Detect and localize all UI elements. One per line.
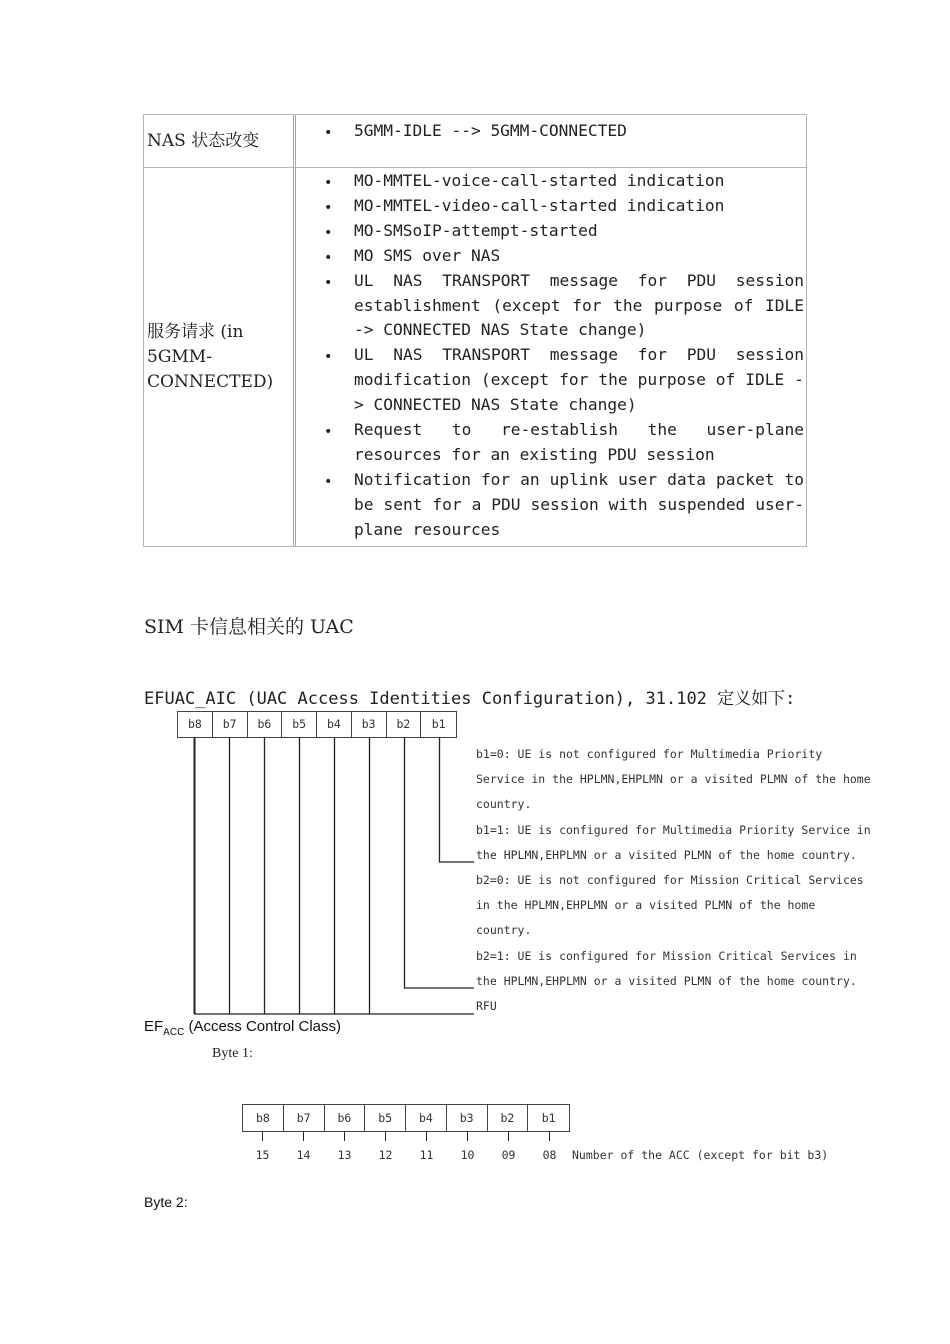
note-line: b2=0: UE is not configured for Mission Critical Services [476,873,864,888]
note-line: b1=1: UE is configured for Multimedia Priority Service in [476,822,871,837]
bit-cell: b4 [406,1105,447,1131]
list-item: • UL NAS TRANSPORT message for PDU session establishment (except for the purpose of IDLE -> CONNECTED NAS State change) [296,269,804,344]
bit-cell: b7 [213,712,248,737]
acc-number-row [242,1148,828,1162]
ef-uac-heading: EFUAC_AIC (UAC Access Identities Configuration), 31.102 定义如下: [144,689,796,709]
bit-cell: b3 [447,1105,488,1131]
acc-number: 14 [296,1148,311,1162]
ef-rest: (Access Control Class) [184,1018,341,1035]
note-line: RFU [476,999,497,1014]
acc-number: 15 [255,1148,270,1162]
bit-cell: b4 [317,712,352,737]
bit-cell: b3 [352,712,387,737]
bit-cell: b1 [541,1111,556,1125]
bit-cell: b6 [325,1105,366,1131]
list-item: • MO-SMSoIP-attempt-started [296,219,804,244]
list-item: • MO-MMTEL-voice-call-started indication [296,169,804,194]
list-item: • Request to re-establish the user-plane resources for an existing PDU session [296,418,804,468]
acc-note: Number of the ACC (except for bit b3) [572,1148,829,1162]
bit-cell: b5 [365,1105,406,1131]
note-line: country. [476,923,532,938]
section-title: SIM 卡信息相关的 UAC [144,616,354,638]
acc-number: 09 [501,1148,516,1162]
list-item: • Notification for an uplink user data packet to be sent for a PDU session with suspended user-plane resources [296,468,804,543]
bit-cell: b6 [248,712,283,737]
row-label: NAS 状态改变 [144,115,296,167]
bit-cell: b8 [243,1105,284,1131]
note-line: the HPLMN,EHPLMN or a visited PLMN of the home country. [476,973,857,988]
bit-cell: b5 [282,712,317,737]
note-line: Service in the HPLMN,EHPLMN or a visited PLMN of the home [476,772,871,787]
acc-number: 13 [337,1148,352,1162]
bit-cell: b1 [431,717,446,731]
note-line: b2=1: UE is configured for Mission Critical Services in [476,948,857,963]
acc-number: 10 [460,1148,475,1162]
row-label: 服务请求 (in 5GMM-CONNECTED) [144,168,296,546]
note-line: b1=0: UE is not configured for Multimedia Priority [476,747,823,761]
note-line: country. [476,797,532,812]
acc-number: 12 [378,1148,393,1162]
note-line: in the HPLMN,EHPLMN or a visited PLMN of the home [476,898,816,913]
list-item: • MO SMS over NAS [296,244,804,269]
acc-number: 11 [419,1148,434,1162]
list-item: • UL NAS TRANSPORT message for PDU session modification (except for the purpose of IDLE -> CONNECTED NAS State change) [296,343,804,418]
list-item: • 5GMM-IDLE --> 5GMM-CONNECTED [296,119,804,144]
note-line: the HPLMN,EHPLMN or a visited PLMN of the home country. [476,847,857,862]
bit-cell: b2 [387,712,422,737]
byte2-label: Byte 2: [144,1194,188,1210]
ef-sub: ACC [163,1027,185,1038]
list-item: • MO-MMTEL-video-call-started indication [296,194,804,219]
bit-cell: b7 [284,1105,325,1131]
ef-acc-heading [144,1018,341,1038]
bit-cell: b2 [488,1105,529,1131]
acc-number: 08 [542,1148,557,1162]
uac-bit-notes [476,742,926,1019]
byte1-label: Byte 1: [212,1046,253,1061]
bit-cell: b8 [178,712,213,737]
acc-bit-row [242,1104,570,1132]
ef-prefix: EF [144,1018,164,1035]
